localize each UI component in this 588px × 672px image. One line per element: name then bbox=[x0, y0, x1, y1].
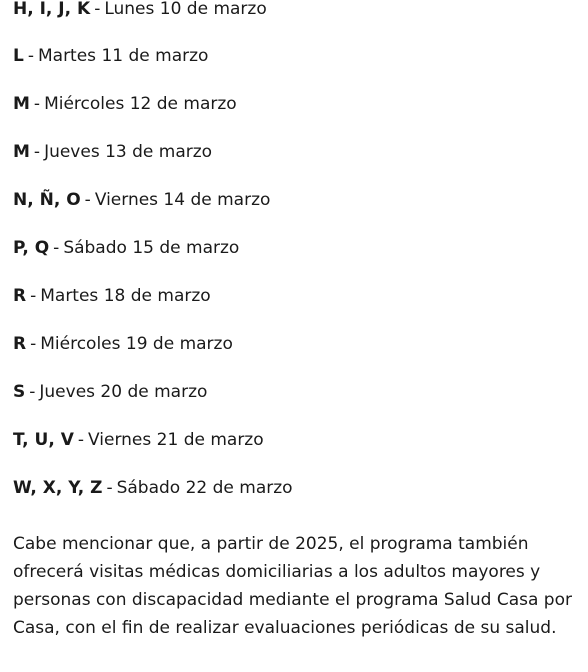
schedule-separator: - bbox=[84, 190, 91, 210]
schedule-separator: - bbox=[94, 0, 101, 19]
schedule-letters: W, X, Y, Z bbox=[13, 478, 103, 498]
schedule-separator: - bbox=[27, 46, 34, 66]
schedule-date: Sábado 22 de marzo bbox=[116, 478, 293, 498]
schedule-separator: - bbox=[106, 478, 113, 498]
schedule-date: Sábado 15 de marzo bbox=[63, 238, 240, 258]
schedule-letters: N, Ñ, O bbox=[13, 190, 81, 210]
schedule-item bbox=[13, 0, 588, 39]
schedule-letters: M bbox=[13, 94, 30, 114]
schedule-date: Jueves 20 de marzo bbox=[39, 382, 208, 402]
schedule-letters: L bbox=[13, 46, 24, 66]
schedule-item bbox=[13, 87, 588, 135]
schedule-list bbox=[13, 0, 588, 519]
schedule-separator: - bbox=[53, 238, 60, 258]
schedule-letters: S bbox=[13, 382, 26, 402]
schedule-item bbox=[13, 375, 588, 423]
schedule-item bbox=[13, 471, 588, 519]
schedule-item bbox=[13, 183, 588, 231]
schedule-item bbox=[13, 279, 588, 327]
schedule-date: Viernes 14 de marzo bbox=[94, 190, 271, 210]
schedule-item bbox=[13, 327, 588, 375]
schedule-separator: - bbox=[33, 142, 41, 162]
schedule-date: Lunes 10 de marzo bbox=[104, 0, 267, 19]
schedule-separator: - bbox=[29, 382, 36, 402]
schedule-separator: - bbox=[33, 94, 41, 114]
schedule-item bbox=[13, 423, 588, 471]
schedule-letters: R bbox=[13, 286, 27, 306]
schedule-date: Jueves 13 de marzo bbox=[44, 142, 213, 162]
schedule-letters: M bbox=[13, 142, 30, 162]
schedule-date: Viernes 21 de marzo bbox=[88, 430, 264, 450]
schedule-letters: T, U, V bbox=[13, 430, 74, 450]
schedule-separator: - bbox=[77, 430, 85, 450]
schedule-letters: R bbox=[13, 334, 27, 354]
schedule-item bbox=[13, 231, 588, 279]
schedule-date: Miércoles 19 de marzo bbox=[40, 334, 233, 354]
closing-paragraph: Cabe mencionar que, a partir de 2025, el programa también ofrecerá visitas médicas domiciliarias a los adultos mayores y personas con discapacidad mediante el programa Salud Casa por Casa, con el fin de realizar evaluaciones periódicas de su salud. bbox=[13, 534, 572, 638]
schedule-date: Martes 18 de marzo bbox=[40, 286, 211, 306]
schedule-date: Martes 11 de marzo bbox=[37, 46, 209, 66]
schedule-letters: H, I, J, K bbox=[13, 0, 91, 19]
schedule-letters: P, Q bbox=[13, 238, 50, 258]
schedule-date: Miércoles 12 de marzo bbox=[44, 94, 237, 114]
schedule-item bbox=[13, 135, 588, 183]
schedule-separator: - bbox=[30, 286, 37, 306]
schedule-item bbox=[13, 39, 588, 87]
schedule-separator: - bbox=[30, 334, 37, 354]
